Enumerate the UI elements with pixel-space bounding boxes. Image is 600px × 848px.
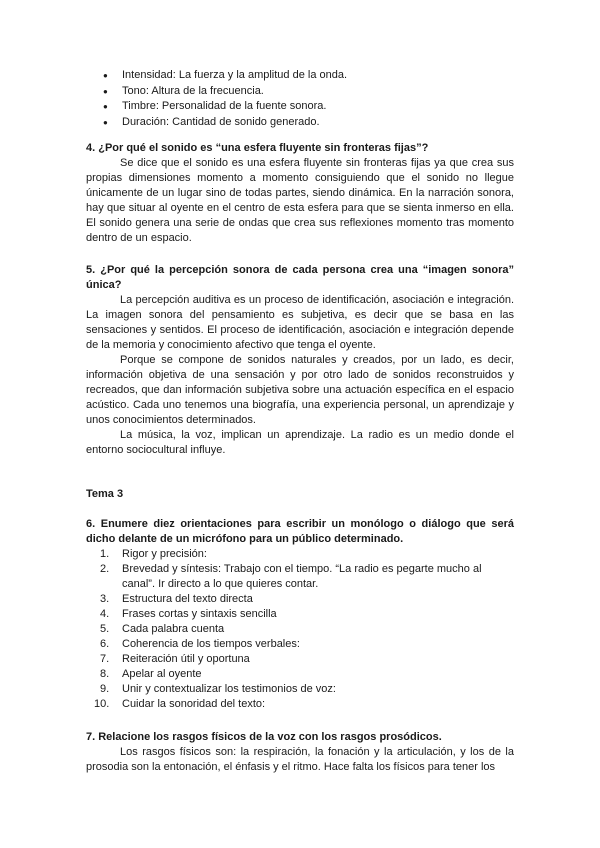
list-item: [86, 592, 514, 607]
list-item-text: Rigor y precisión:: [122, 548, 207, 560]
question-5-paragraph-3: La música, la voz, implican un aprendizaje. La radio es un medio donde el entorno sociocultural influye.: [86, 429, 514, 456]
document-page: [86, 68, 514, 775]
list-item: ● Intensidad: La fuerza y la amplitud de la onda.: [86, 68, 514, 84]
list-item: [86, 622, 514, 637]
list-number: 5.: [100, 623, 110, 635]
list-item: ● Tono: Altura de la frecuencia.: [86, 84, 514, 100]
list-number: 9.: [100, 683, 110, 695]
list-item-text: Reiteración útil y oportuna: [122, 653, 250, 665]
list-number: 8.: [100, 668, 110, 680]
list-item-text: Cuidar la sonoridad del texto:: [122, 698, 266, 710]
list-item: [86, 652, 514, 667]
list-item-text: Frases cortas y sintaxis sencilla: [122, 608, 277, 620]
question-7-heading: 7. Relacione los rasgos físicos de la voz con los rasgos prosódicos.: [86, 731, 442, 743]
list-item-text: Unir y contextualizar los testimonios de voz:: [122, 683, 336, 695]
list-item-text: Brevedad y síntesis: Trabajo con el tiempo. “La radio es pegarte mucho al canal”. Ir directo a lo que quieres contar.: [122, 563, 482, 590]
question-5-heading: 5. ¿Por qué la percepción sonora de cada persona crea una “imagen sonora” única?: [86, 264, 514, 291]
question-4-heading: 4. ¿Por qué el sonido es “una esfera fluyente sin fronteras fijas”?: [86, 142, 429, 154]
list-item-text: Estructura del texto directa: [122, 593, 253, 605]
list-item: ● Duración: Cantidad de sonido generado.: [86, 115, 514, 131]
list-number: 6.: [100, 638, 110, 650]
question-7-paragraph: Los rasgos físicos son: la respiración, la fonación y la articulación, y los de la prosodia son la entonación, el énfasis y el ritmo. Hace falta los físicos para tener los: [86, 746, 514, 773]
list-item: ● Timbre: Personalidad de la fuente sonora.: [86, 99, 514, 115]
list-item: [86, 562, 514, 592]
list-item: [86, 607, 514, 622]
list-item: [86, 637, 514, 652]
list-item: [86, 697, 514, 712]
list-item-text: Coherencia de los tiempos verbales:: [122, 638, 300, 650]
list-item-text: Apelar al oyente: [122, 668, 202, 680]
list-number: 4.: [100, 608, 110, 620]
list-number: 1.: [100, 548, 110, 560]
question-5-paragraph-2: Porque se compone de sonidos naturales y creados, por un lado, es decir, información objetiva de una sensación y por otro lado de sonidos reconstruidos y recreados, que dan información subjetiva sobre una actuación específica en el espacio acústico. Cada uno tenemos una biografía, una experiencia personal, un aprendizaje y unos conocimientos determinados.: [86, 354, 514, 426]
list-number: 10.: [94, 698, 110, 710]
list-item: [86, 667, 514, 682]
list-item: [86, 682, 514, 697]
question-5-paragraph-1: La percepción auditiva es un proceso de identificación, asociación e integración. La imagen sonora del pensamiento es subjetiva, es decir que se basa en las sensaciones y sentidos. El proceso de identificación, asociación e integración depende de la memoria y conocimiento afectivo que tenga el oyente.: [86, 294, 514, 351]
list-number: 7.: [100, 653, 110, 665]
question-6-heading: 6. Enumere diez orientaciones para escribir un monólogo o diálogo que será dicho delante de un micrófono para un público determinado.: [86, 518, 514, 545]
list-number: 3.: [100, 593, 110, 605]
list-item-text: Cada palabra cuenta: [122, 623, 225, 635]
list-item: [86, 547, 514, 562]
section-heading: Tema 3: [86, 488, 124, 500]
question-4-paragraph: Se dice que el sonido es una esfera fluyente sin fronteras fijas ya que crea sus propias dimensiones momento a momento consiguiendo que el sonido no llegue únicamente de un lugar sino de todas partes, siendo dinámica. En la narración sonora, hay que situar al oyente en el centro de esta esfera para que se sienta inmerso en ella. El sonido genera una serie de ondas que crea sus reflexiones momento tras momento dentro de un espacio.: [86, 157, 514, 244]
list-number: 2.: [100, 563, 110, 575]
orientations-list: [86, 547, 514, 712]
sound-qualities-list: [86, 68, 514, 130]
